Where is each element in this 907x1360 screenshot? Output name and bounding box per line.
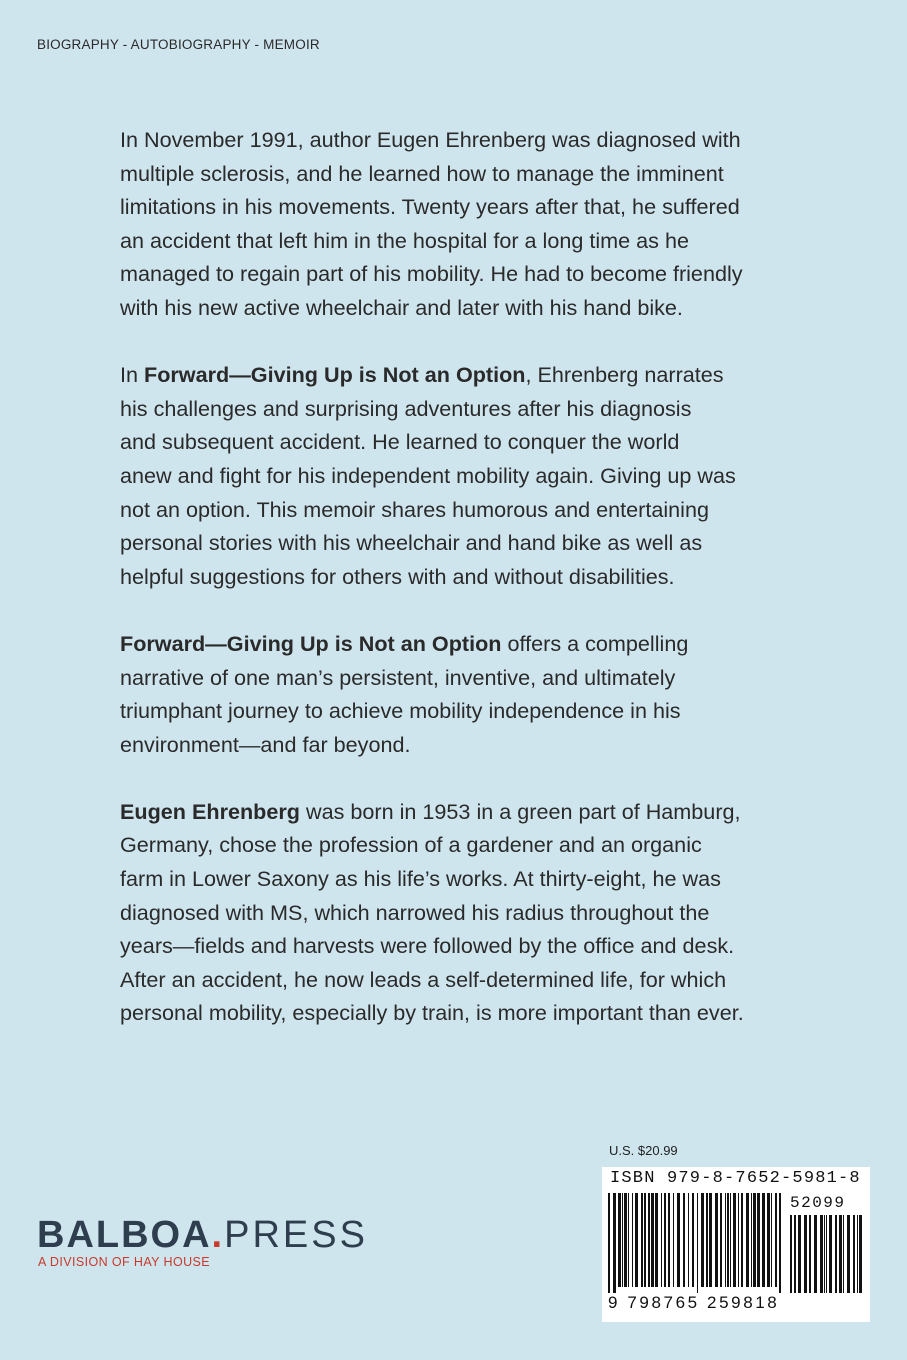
barcode-bar xyxy=(628,1193,629,1287)
text-run: In xyxy=(120,362,145,388)
barcode-bar xyxy=(709,1193,712,1287)
barcode-bar xyxy=(688,1193,689,1287)
category-label: BIOGRAPHY - AUTOBIOGRAPHY - MEMOIR xyxy=(37,37,320,52)
barcode-bar xyxy=(725,1193,726,1287)
barcode-bar xyxy=(746,1193,749,1287)
barcode-bar xyxy=(829,1215,832,1293)
barcode-bar xyxy=(613,1193,616,1293)
paragraph-line: an accident that left him in the hospital for a long time as he xyxy=(120,227,689,253)
barcode-bar xyxy=(859,1215,862,1293)
barcode-bar xyxy=(779,1193,781,1293)
barcode-bar xyxy=(798,1215,801,1293)
ean-digits: 9 798765 259818 xyxy=(608,1293,780,1312)
barcode-bar xyxy=(767,1193,770,1287)
barcode-bar xyxy=(701,1193,704,1287)
barcode-bar xyxy=(741,1193,743,1287)
publisher-name-bold: BALBOA xyxy=(37,1214,212,1256)
barcode-bar xyxy=(608,1193,610,1293)
paragraph-line: not an option. This memoir shares humorous and entertaining xyxy=(120,496,709,522)
barcode-bar xyxy=(618,1193,621,1287)
isbn-number: ISBN 979-8-7652-5981-8 xyxy=(610,1169,861,1188)
barcode-bar xyxy=(661,1193,662,1287)
paragraph-line: narrative of one man’s persistent, inventive, and ultimately xyxy=(120,664,676,690)
paragraph-line xyxy=(120,358,800,392)
paragraph-line: triumphant journey to achieve mobility independence in his xyxy=(120,698,681,724)
book-title: Forward—Giving Up is Not an Option xyxy=(144,362,526,388)
paragraph-1 xyxy=(120,123,800,325)
barcode-bar xyxy=(697,1193,698,1293)
paragraph-line: In November 1991, author Eugen Ehrenberg was diagnosed with xyxy=(120,127,741,152)
book-title: Forward—Giving Up is Not an Option xyxy=(120,630,502,656)
barcode-bar xyxy=(835,1215,837,1293)
publisher-dot: . xyxy=(211,1214,225,1256)
paragraph-line: helpful suggestions for others with and without disabilities. xyxy=(120,563,675,589)
barcode-bar xyxy=(692,1193,694,1287)
price-label: U.S. $20.99 xyxy=(609,1143,678,1158)
publisher-logo xyxy=(37,1214,368,1269)
author-bio xyxy=(120,795,800,1030)
barcode-bar xyxy=(677,1193,680,1287)
barcode-bar xyxy=(775,1193,777,1287)
ean-barcode-bars xyxy=(608,1193,784,1293)
barcode-bar xyxy=(814,1215,817,1293)
text-run: offers a compelling xyxy=(501,630,689,656)
barcode-bar xyxy=(820,1215,823,1293)
paragraph-line: with his new active wheelchair and later with his hand bike. xyxy=(120,294,683,320)
author-name: Eugen Ehrenberg xyxy=(120,798,300,824)
paragraph-line: limitations in his movements. Twenty years after that, he suffered xyxy=(120,194,740,220)
barcode-bar xyxy=(635,1193,638,1287)
barcode-bar xyxy=(706,1193,708,1287)
barcode-bar xyxy=(826,1215,827,1293)
paragraph-line: personal mobility, especially by train, is more important than ever. xyxy=(120,1000,744,1026)
barcode-bar xyxy=(794,1215,796,1293)
barcode-bar xyxy=(738,1193,739,1287)
barcode-bar xyxy=(624,1193,627,1287)
paragraph-3 xyxy=(120,627,800,761)
paragraph-line: managed to regain part of his mobility. He had to become friendly xyxy=(120,261,743,287)
paragraph-line xyxy=(120,795,800,829)
barcode-bar xyxy=(673,1193,674,1287)
barcode-bar xyxy=(655,1193,658,1287)
barcode-bar xyxy=(632,1193,633,1287)
barcode-bar xyxy=(757,1193,760,1287)
text-run: was born in 1953 in a green part of Hamburg, xyxy=(299,798,741,824)
barcode-bar xyxy=(751,1193,752,1287)
barcode-bar xyxy=(727,1193,729,1287)
barcode-bar xyxy=(715,1193,718,1287)
barcode-bar xyxy=(664,1193,666,1287)
barcode-bar xyxy=(771,1193,772,1287)
barcode-bar xyxy=(641,1193,643,1287)
isbn-barcode xyxy=(602,1167,870,1322)
paragraph-line xyxy=(120,627,800,661)
paragraph-line: anew and fight for his independent mobility again. Giving up was xyxy=(120,462,736,488)
barcode-bar xyxy=(622,1193,623,1287)
text-run: , Ehrenberg narrates xyxy=(525,362,724,388)
publisher-division: A DIVISION OF HAY HOUSE xyxy=(38,1255,210,1269)
paragraph-line: Germany, chose the profession of a gardener and an organic xyxy=(120,832,702,858)
publisher-name-light: PRESS xyxy=(224,1214,368,1256)
paragraph-line: multiple sclerosis, and he learned how to manage the imminent xyxy=(120,160,724,186)
barcode-bar xyxy=(843,1215,844,1293)
paragraph-line: his challenges and surprising adventures after his diagnosis xyxy=(120,395,692,421)
barcode-bar xyxy=(753,1193,756,1287)
barcode-bar xyxy=(668,1193,670,1287)
barcode-bar xyxy=(857,1215,858,1293)
addon-code: 52099 xyxy=(790,1194,846,1212)
barcode-bar xyxy=(847,1215,850,1293)
barcode-bar xyxy=(853,1215,855,1293)
barcode-bar xyxy=(683,1193,685,1287)
barcode-bar xyxy=(790,1215,792,1293)
back-cover-blurb xyxy=(120,123,800,1064)
barcode-bar xyxy=(839,1215,842,1293)
paragraph-line: personal stories with his wheelchair and hand bike as well as xyxy=(120,530,703,556)
barcode-bar xyxy=(804,1215,807,1293)
barcode-bar xyxy=(824,1215,825,1293)
paragraph-line: and subsequent accident. He learned to conquer the world xyxy=(120,429,680,455)
barcode-bar xyxy=(720,1193,722,1287)
barcode-bar xyxy=(648,1193,650,1287)
paragraph-line: After an accident, he now leads a self-determined life, for which xyxy=(120,966,727,992)
barcode-bar xyxy=(644,1193,646,1287)
paragraph-line: diagnosed with MS, which narrowed his radius throughout the xyxy=(120,899,710,925)
barcode-bar xyxy=(730,1193,731,1287)
barcode-bar xyxy=(809,1215,811,1293)
publisher-wordmark xyxy=(37,1214,368,1257)
paragraph-line: years—fields and harvests were followed by the office and desk. xyxy=(120,933,735,959)
paragraph-line: environment—and far beyond. xyxy=(120,731,411,757)
barcode-bar xyxy=(733,1193,736,1287)
addon-barcode-bars xyxy=(790,1215,864,1293)
barcode-bar xyxy=(651,1193,654,1287)
paragraph-line: farm in Lower Saxony as his life’s works. At thirty-eight, he was xyxy=(120,866,721,892)
paragraph-2 xyxy=(120,358,800,593)
barcode-bar xyxy=(762,1193,765,1287)
